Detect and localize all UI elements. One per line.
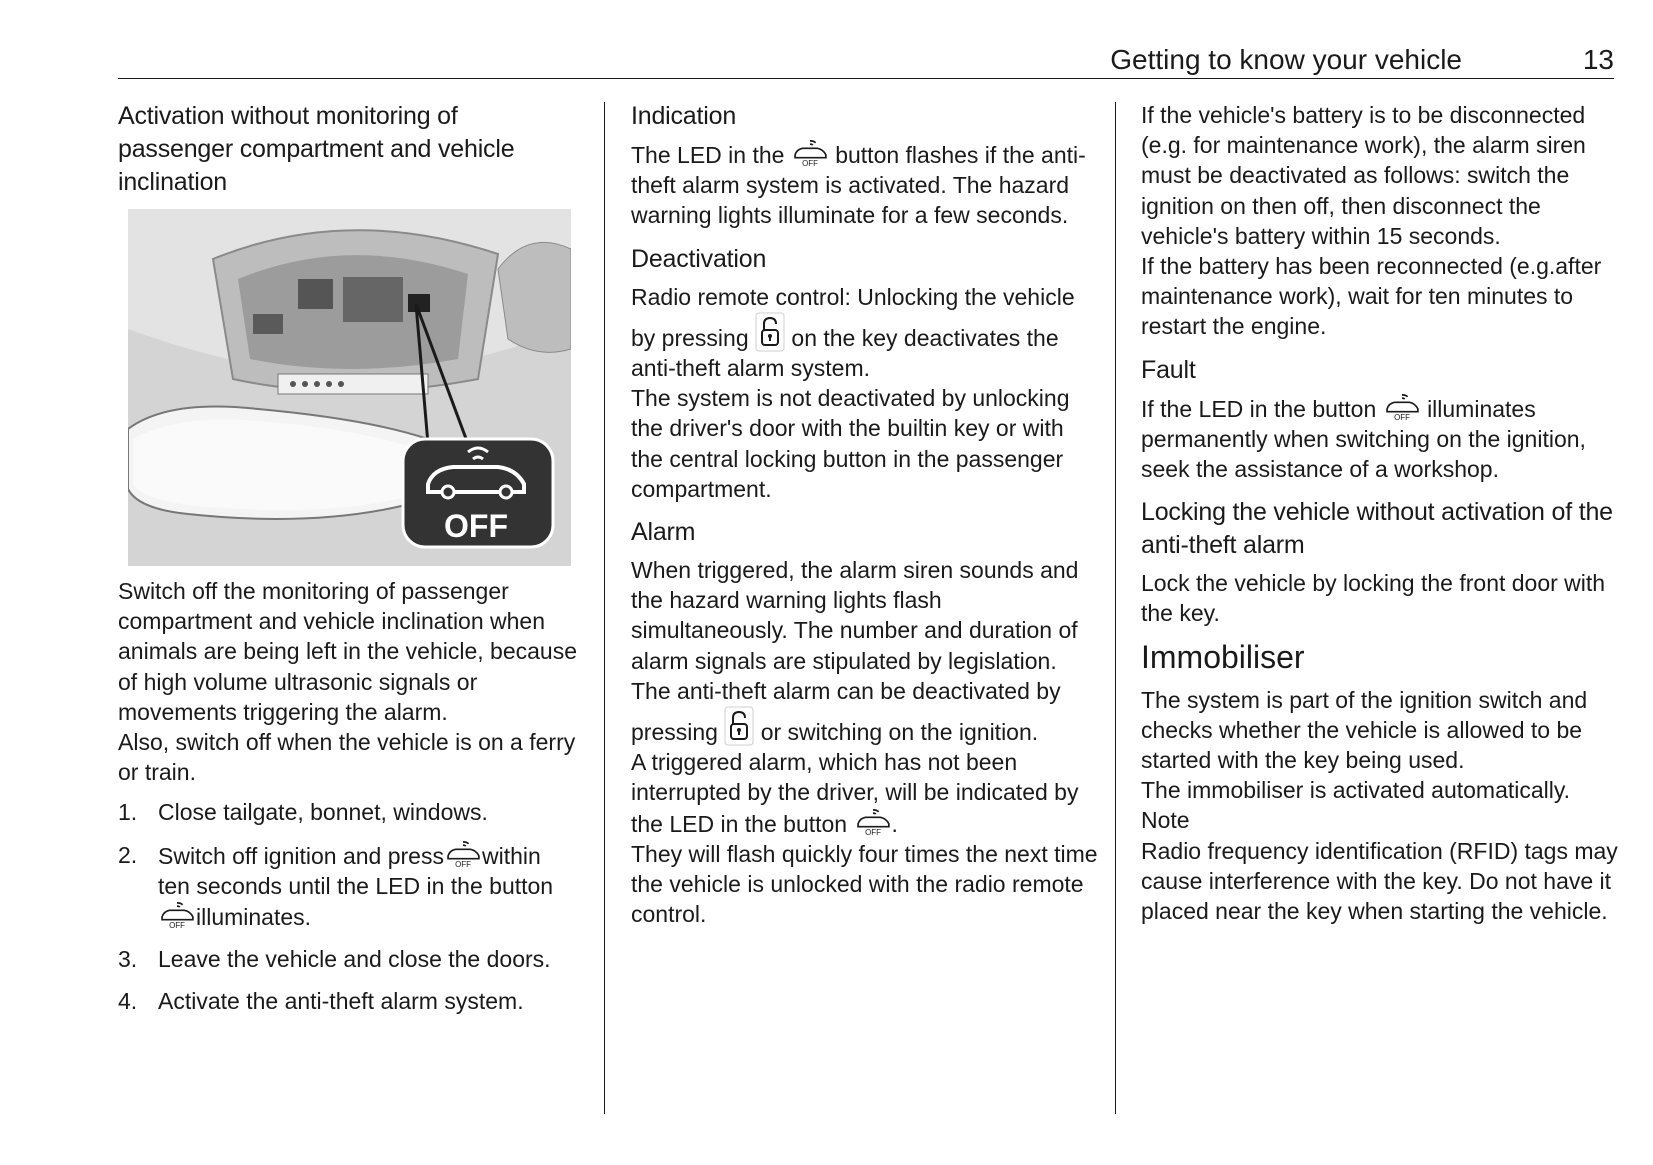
column-2 [631,100,1101,929]
body-text: The system is not deactivated by unlocking the driver's door with the builtin key or with the central locking button in the passenger compartment. [631,385,1070,502]
body-text: The anti-theft alarm can be deactivated by pressing or switching on the ignition. [631,677,1061,746]
off-badge-text: OFF [444,508,508,544]
body-text: Switch off the monitoring of passenger compartment and vehicle inclination when animals are being left in the vehicle, because of high volume ultrasonic signals or movements triggering the alarm. [118,578,578,725]
body-text: Also, switch off when the vehicle is on a ferry or train. [118,729,576,786]
body-text: If the battery has been reconnected (e.g.after maintenance work), wait for ten minutes to restart the engine. [1141,253,1602,340]
list-item: 4. Activate the anti-theft alarm system. [118,988,524,1015]
page-title: Getting to know your vehicle [1110,44,1462,75]
column-divider [604,102,605,1114]
body-text: The LED in the button flashes if the anti-theft alarm system is activated. The hazard warning lights illuminate for a few seconds. [631,139,1101,231]
body-text: Radio remote control: Unlocking the vehicle by pressing on the key deactivates the anti-theft alarm system. [631,283,1075,382]
car-alarm-off-icon [854,808,892,836]
section-heading: Deactivation [631,244,767,273]
page-header [118,40,1614,79]
section-heading: Indication [631,102,737,130]
car-alarm-off-icon [158,901,196,929]
steps-list [118,797,578,1016]
section-heading: Activation without monitoring of passenger compartment and vehicle inclination [118,102,515,196]
body-text: If the vehicle's battery is to be disconnected (e.g. for maintenance work), the alarm siren must be deactivated as follows: switch the ignition on then off, then disconnect the vehicle's battery within 15 seconds. [1141,102,1586,249]
chapter-heading: Immobiliser [1141,638,1305,675]
body-text: Lock the vehicle by locking the front door with the key. [1141,570,1606,627]
section-heading: Fault [1141,355,1196,384]
body-text: They will flash quickly four times the next time the vehicle is unlocked with the radio remote control. [631,840,1098,928]
section-heading: Locking the vehicle without activation of the anti-theft alarm [1141,498,1613,560]
unlock-padlock-icon [724,706,754,746]
note-text: Radio frequency identification (RFID) tags may cause interference with the key. Do not have it placed near the key when starting the vehicle. [1141,837,1618,925]
body-text: A triggered alarm, which has not been interrupted by the driver, will be indicated by the LED in the button . [631,749,1079,837]
list-item: 3. Leave the vehicle and close the doors. [118,946,551,973]
overhead-console-figure [128,209,571,566]
page-number: 13 [1582,44,1614,75]
column-3 [1141,100,1623,926]
unlock-padlock-icon [755,312,785,352]
column-divider [1115,102,1116,1114]
car-alarm-off-icon [791,139,829,167]
car-alarm-off-icon [1383,393,1421,421]
section-heading: Alarm [631,518,696,547]
list-item: 2. Switch off ignition and press within ten seconds until the LED in the button illuminates. [118,841,554,931]
car-alarm-off-icon [444,840,482,868]
note-heading: Note [1141,807,1190,834]
body-text: The system is part of the ignition switch and checks whether the vehicle is allowed to be started with the key being used. [1141,686,1588,774]
body-text: If the LED in the button illuminates permanently when switching on the ignition, seek the assistance of a workshop. [1141,393,1623,485]
list-item: 1. Close tailgate, bonnet, windows. [118,799,488,826]
body-text: The immobiliser is activated automatically. [1141,777,1571,804]
column-1 [118,100,578,1029]
body-text: When triggered, the alarm siren sounds and the hazard warning lights flash simultaneously. The number and duration of alarm signals are stipulated by legislation. [631,557,1079,674]
